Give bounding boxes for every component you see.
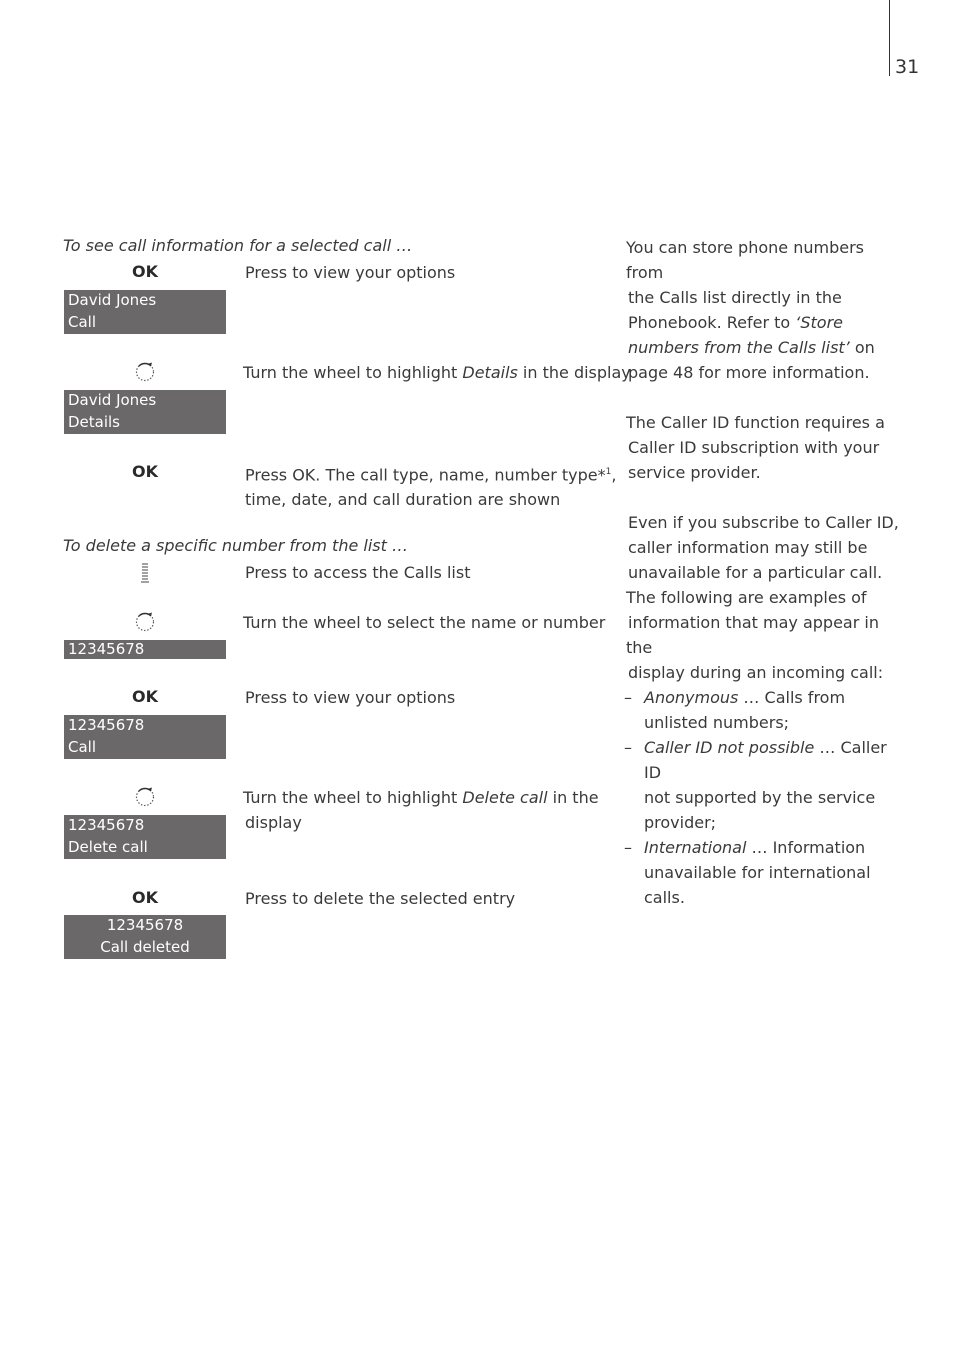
instruction-text: Turn the wheel to select the name or number	[243, 613, 606, 632]
note-paragraph: The Caller ID function requires a Caller ID subscription with your service provider.	[626, 413, 885, 482]
display-screen	[64, 640, 226, 659]
ok-key: OK	[132, 888, 158, 907]
display-screen	[64, 390, 226, 434]
section2-heading: To delete a specific number from the list …	[63, 536, 408, 555]
list-item: – International … Information unavailable for international calls.	[626, 835, 901, 910]
wheel-icon	[134, 611, 156, 633]
ok-key: OK	[132, 687, 158, 706]
sidebar-notes	[626, 235, 901, 910]
list-icon	[140, 562, 150, 584]
display-line: Details	[68, 413, 121, 431]
display-line: Call	[68, 738, 97, 756]
page-rule	[889, 0, 890, 76]
page-number: 31	[895, 56, 920, 78]
instruction-text: Turn the wheel to highlight Details in the display	[243, 363, 631, 382]
wheel-icon	[134, 361, 156, 383]
display-screen	[64, 815, 226, 859]
display-line: Call deleted	[100, 938, 190, 956]
ok-key: OK	[132, 462, 158, 481]
display-line: 12345678	[68, 716, 145, 734]
ok-key: OK	[132, 262, 158, 281]
instruction-text: Turn the wheel to highlight Delete call in the display	[243, 788, 599, 832]
instruction-text: Press to delete the selected entry	[245, 889, 516, 908]
display-line: Delete call	[68, 838, 148, 856]
display-line: Call	[68, 313, 97, 331]
wheel-icon	[134, 786, 156, 808]
display-line: 12345678	[68, 816, 145, 834]
instruction-text: Press to view your options	[245, 263, 456, 282]
display-line: 12345678	[68, 640, 145, 658]
display-line: David Jones	[68, 291, 157, 309]
display-screen	[64, 715, 226, 759]
instruction-text: Press OK. The call type, name, number type*$^1$, time, date, and call duration are shown	[245, 465, 617, 510]
display-screen	[64, 290, 226, 334]
caller-id-examples	[626, 685, 901, 910]
display-line: David Jones	[68, 391, 157, 409]
list-item: – Caller ID not possible … Caller ID not supported by the service provider;	[626, 735, 901, 835]
instruction-text: Press to access the Calls list	[245, 563, 471, 582]
display-screen	[64, 915, 226, 959]
list-item: – Anonymous … Calls from unlisted numbers;	[626, 685, 901, 735]
note-paragraph: Even if you subscribe to Caller ID, caller information may still be unavailable for a particular call. The following are examples of information that may appear in the display during an incoming call:	[626, 513, 899, 682]
instruction-text: Press to view your options	[245, 688, 456, 707]
note-paragraph: You can store phone numbers from the Calls list directly in the Phonebook. Refer to ‘Store numbers from the Calls list’ on page 48 for more information.	[626, 238, 875, 382]
display-line: 12345678	[106, 916, 184, 934]
section1-heading: To see call information for a selected call …	[63, 236, 413, 255]
